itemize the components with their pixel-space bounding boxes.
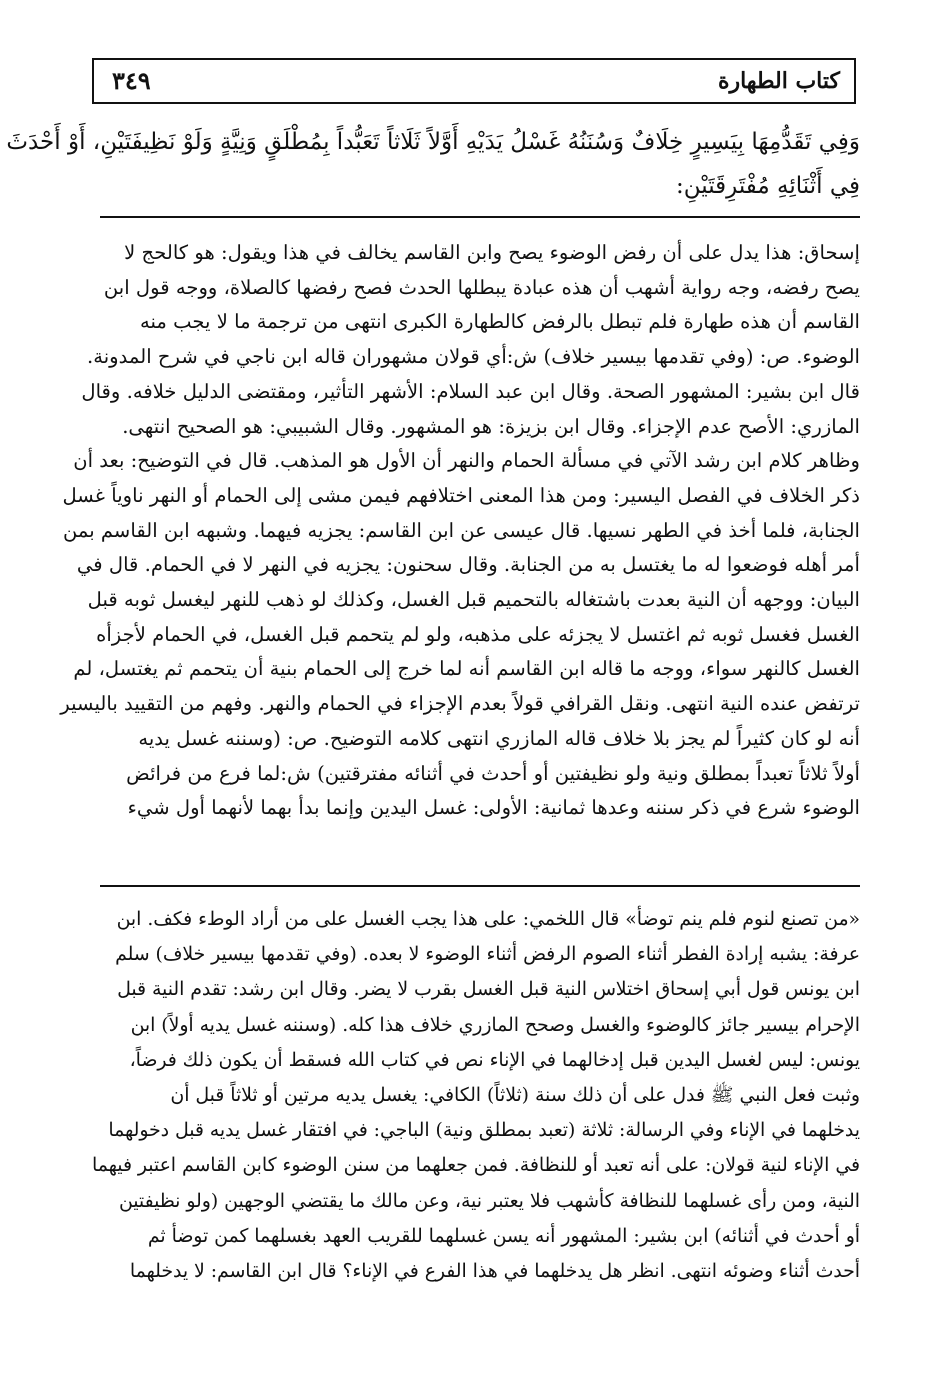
sharh-line: القاسم أن هذه طهارة فلم تبطل بالرفض كالطهارة الكبرى انتهى من ترجمة ما لا يجب منه (139, 310, 860, 334)
footnote-line: في الإناء لنية قولان: على أنه تعبد أو للنظافة. فمن جعلهما من سنن الوضوء كابن القاسم اعتبر فيهما (92, 1155, 860, 1177)
sharh-line: الغسل فغسل ثوبه ثم اغتسل لا يجزئه على مذهبه، ولو لم يتحمم قبل الغسل، في الحمام لأجزأه (96, 622, 860, 646)
matn-line: فِي أَثْنَائِهِ مُفْتَرِقَتَيْنِ: (676, 173, 860, 199)
footnote-line: الإحرام بيسير جائز كالوضوء والغسل وصحح المازري خلاف هذا كله. (وسننه غسل يديه أولاً) ابن (130, 1014, 860, 1036)
sharh-line: أنه لو كان كثيراً لم يجز بلا خلاف قاله المازري انتهى كلامه التوضيح. ص: (وسننه غسل يديه (138, 726, 860, 750)
footnote-line: يدخلهما في الإناء وفي الرسالة: ثلاثة (تعبد بمطلق ونية) الباجي: في افتقار غسل يديه قبل دخولهما (108, 1120, 860, 1142)
footnote-line: يونس: ليس لغسل اليدين قبل إدخالهما في الإناء نص في كتاب الله فسقط أن يكون ذلك فرضاً، (129, 1049, 860, 1071)
sharh-line: الجنابة، فلما أخذ في الطهر نسيها. قال عيسى عن ابن القاسم: يجزيه فيهما. وشبهه ابن القاسم بمن (62, 518, 860, 542)
matn-line: وَفِي تَقَدُّمِهَا بِيَسِيرٍ خِلَافٌ وَسُنَنُهُ غَسْلُ يَدَيْهِ أَوَّلاً ثَلَاثاً تَعَبُّداً بِمُطْلَقٍ وَنِيَّةٍ وَلَوْ نَظِيفَتَيْنِ، أَوْ أَحْدَثَ (6, 129, 860, 155)
sharh-line: المازري: الأصح عدم الإجزاء. وقال ابن بزيزة: هو المشهور. وقال الشبيبي: هو الصحيح انتهى. (122, 414, 860, 438)
footnote-line: أحدث أثناء وضوئه انتهى. انظر هل يدخلهما في هذا الفرع في الإناء؟ قال ابن القاسم: لا يدخلهما (129, 1261, 860, 1283)
sharh-line: يصح رفضه، وجه رواية أشهب أن هذه عبادة يبطلها الحدث فصح رفضها كالصلاة، ووجه قول ابن (103, 275, 860, 299)
footnote-line: ابن يونس قول أبي إسحاق اختلاس النية قبل الغسل بقرب لا يضر. وقال ابن رشد: تقدم النية قبل (117, 979, 860, 1001)
sharh-line: وظاهر كلام ابن رشد الآتي في مسألة الحمام والنهر أن الأول هو المذهب. قال في التوضيح: بعد أن (73, 449, 860, 473)
sharh-line: ترتفض عنده النية انتهى. ونقل القرافي قولاً بعدم الإجزاء في الحمام والنهر. وفهم من التقييد باليسير (60, 692, 860, 716)
sharh-line: الغسل كالنهر سواء، ووجه ما قاله ابن القاسم أنه لما خرج إلى الحمام بنية أن يتحمم ثم يغتسل، لم (73, 657, 860, 681)
sharh-line: قال ابن بشير: المشهور الصحة. وقال ابن عبد السلام: الأشهر التأثير، ومقتضى الدليل خلافه. وقال (81, 379, 860, 403)
footnote-line: «من تصنع لنوم فلم ينم توضأ» قال اللخمي: على هذا يجب الغسل على من أراد الوطء فكف. ابن (116, 909, 860, 930)
footnote-line: النية، ومن رأى غسلهما للنظافة كأشهب فلا يعتبر نية، وعن مالك ما يقتضي الوجهين (ولو نظيفتين (118, 1190, 860, 1212)
matn-divider (100, 216, 860, 218)
sharh-line: إسحاق: هذا يدل على أن رفض الوضوء يصح وابن القاسم يخالف في هذا ويقول: هو كالحج لا (124, 241, 860, 264)
sharh-line: البيان: ووجهه أن النية بعدت باشتغاله بالتحميم قبل الغسل، وكذلك لو ذهب للنهر ليغسل ثوبه قبل (87, 588, 860, 612)
chapter-title: كتاب الطهارة (717, 68, 840, 94)
footnote-line: وثبت فعل النبي ﷺ فدل على أن ذلك سنة (ثلاثاً) الكافي: يغسل يديه مرتين أو ثلاثاً قبل أن (170, 1085, 860, 1107)
sharh-line: أمر أهله فوضعوا له ما يغتسل به من الجنابة. وقال سحنون: يجزيه في النهر لا في الحمام. قال في (76, 553, 860, 577)
footnote-divider (100, 885, 860, 887)
sharh-line: الوضوء. ص: (وفي تقدمها بيسير خلاف) ش:أي قولان مشهوران قاله ابن ناجي في شرح المدونة. (86, 345, 860, 369)
running-header (92, 58, 856, 104)
footnotes-text (92, 902, 860, 1289)
sharh-line: الوضوء شرع في ذكر سننه وعدها ثمانية: الأولى: غسل اليدين وإنما بدأ بهما لأنهما أول شيء (127, 796, 860, 820)
sharh-text (60, 236, 860, 826)
sharh-line: أولاً ثلاثاً تعبداً بمطلق ونية ولو نظيفتين أو أحدث في أثنائه مفترقتين) ش:لما فرع من فرائض (126, 761, 860, 785)
matn-text (6, 120, 860, 208)
page-number: ٣٤٩ (112, 66, 151, 95)
footnote-line: عرفة: يشبه إرادة الفطر أثناء الصوم الرفض أثناء الوضوء لا بعده. (وفي تقدمها بيسير خلاف) سلم (115, 944, 860, 966)
sharh-line: ذكر الخلاف في الفصل اليسير: ومن هذا المعنى اختلافهم فيمن مشى إلى الحمام أو النهر ناوياً غسل (62, 483, 860, 507)
footnote-line: أو أحدث في أثنائه) ابن بشير: المشهور أنه يسن غسلهما للقريب العهد بغسلهما كمن توضأ ثم (147, 1225, 860, 1247)
